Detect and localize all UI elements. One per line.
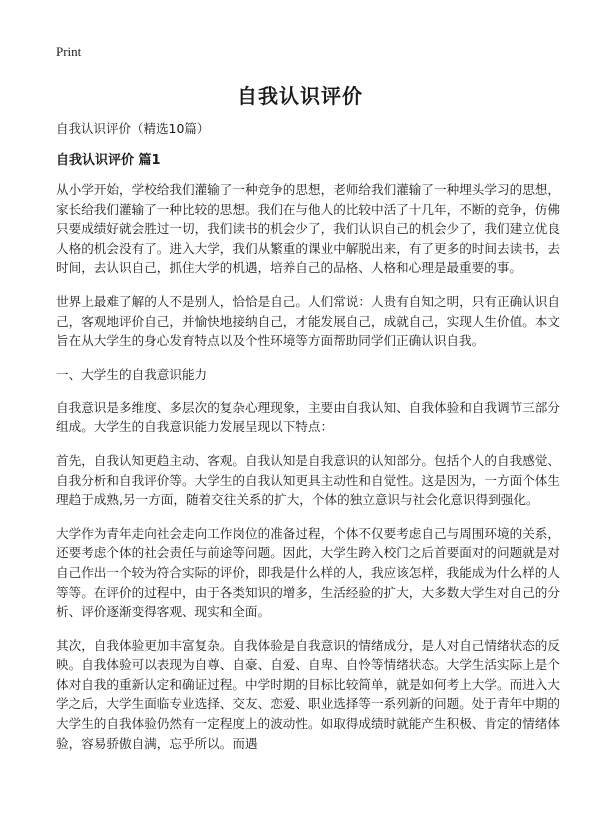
paragraph: 世界上最难了解的人不是别人，恰恰是自己。人们常说：人贵有自知之明，只有正确认识自己，客观地评价自己，并愉快地接纳自己，才能发展自己，成就自己，实现人生价值。本文旨在从大学生的身心发育特点以及个性环境等方面帮助同学们正确认识自我。 <box>56 293 560 349</box>
print-link[interactable]: Print <box>56 44 82 59</box>
page-title: 自我认识评价 <box>237 84 363 108</box>
subsection-heading: 一、大学生的自我意识能力 <box>56 366 208 382</box>
paragraph: 自我意识是多维度、多层次的复杂心理现象，主要由自我认知、自我体验和自我调节三部分组成。大学生的自我意识能力发展呈现以下特点： <box>56 399 560 435</box>
document-body <box>56 120 560 767</box>
paragraph: 首先，自我认知更趋主动、客观。自我认知是自我意识的认知部分。包括个人的自我感觉、自我分析和自我评价等。大学生的自我认知更具主动性和自觉性。这是因为，一方面个体生理趋于成熟,另一方面，随着交往关系的扩大，个体的独立意识与社会化意识得到强化。 <box>56 452 560 508</box>
section-heading: 自我认识评价 篇1 <box>56 153 161 168</box>
paragraph: 从小学开始，学校给我们灌输了一种竞争的思想，老师给我们灌输了一种埋头学习的思想，家长给我们灌输了一种比较的思想。我们在与他人的比较中活了十几年，不断的竞争，仿佛只要成绩好就会胜过一切，我们读书的机会少了，我们认识自己的机会少了，我们建立优良人格的机会没有了。进入大学，我们从繁重的课业中解脱出来，有了更多的时间去读书，去时间，去认识自己，抓住大学的机遇，培养自己的品格、人格和心理是最重要的事。 <box>56 182 560 276</box>
paragraph: 大学作为青年走向社会走向工作岗位的准备过程，个体不仅要考虑自己与周围环境的关系，还要考虑个体的社会责任与前途等问题。因此，大学生跨入校门之后首要面对的问题就是对自己作出一个较为符合实际的评价，即我是什么样的人，我应该怎样，我能成为什么样的人等等。在评价的过程中，由于各类知识的增多，生活经验的扩大，大多数大学生对自己的分析、评价逐渐变得客观、现实和全面。 <box>56 525 560 620</box>
document-subtitle: 自我认识评价（精选10篇） <box>56 121 210 136</box>
paragraph: 其次，自我体验更加丰富复杂。自我体验是自我意识的情绪成分，是人对自己情绪状态的反映。自我体验可以表现为自尊、自豪、自爱、自卑、自怜等情绪状态。大学生活实际上是个体对自我的重新认定和确证过程。中学时期的目标比较简单，就是如何考上大学。而进入大学之后，大学生面临专业选择、交友、恋爱、职业选择等一系列新的问题。处于青年中期的大学生的自我体验仍然有一定程度上的波动性。如取得成绩时就能产生积极、肯定的情绪体验，容易骄傲自满，忘乎所以。而遇 <box>56 637 560 751</box>
